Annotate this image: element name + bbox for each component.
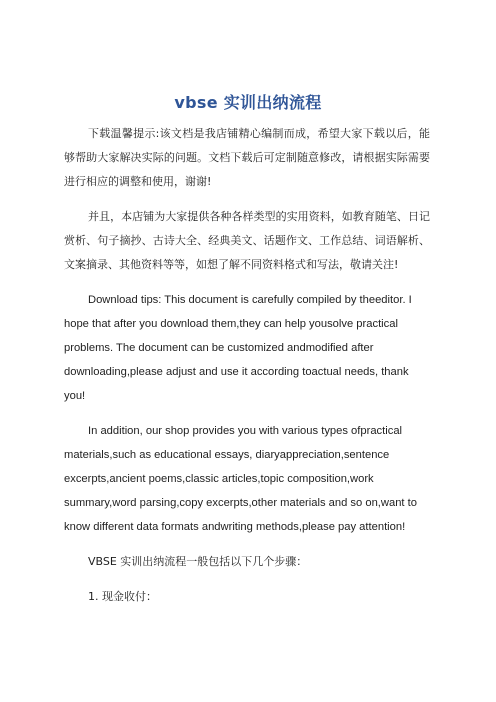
document-title: vbse 实训出纳流程 bbox=[174, 93, 322, 112]
paragraph-process-intro: VBSE 实训出纳流程一般包括以下几个步骤： bbox=[88, 555, 308, 568]
paragraph-shop-materials-cn: 并且，本店铺为大家提供各种各样类型的实用资料，如教育随笔、日记赏析、句子摘抄、古诗大全、经典美文、话题作文、工作总结、词语解析、文案摘录、其他资料等等，如想了解不同资料格式和写法，敬请关注! bbox=[64, 210, 430, 271]
step-heading-cash: 1. 现金收付： bbox=[88, 590, 157, 603]
paragraph-download-tips-cn: 下载温馨提示:该文档是我店铺精心编制而成，希望大家下载以后，能够帮助大家解决实际的问题。文档下载后可定制随意修改，请根据实际需要进行相应的调整和使用，谢谢! bbox=[64, 127, 430, 188]
paragraph-download-tips-en: Download tips: This document is carefully compiled by theeditor. I hope that after you download them,they can help yousolve practical problems. The document can be customized andmodified after downloading,please adjust and use it according toactual needs, thank you! bbox=[64, 294, 412, 402]
document-body bbox=[64, 122, 430, 609]
paragraph-shop-materials-en: In addition, our shop provides you with various types ofpractical materials,such as educational essays, diaryappreciation,sentence excerpts,ancient poems,classic articles,topic composition,work summary,word parsing,copy excerpts,other materials and so on,want to know different data formats andwriting methods,please pay attention! bbox=[64, 425, 417, 533]
